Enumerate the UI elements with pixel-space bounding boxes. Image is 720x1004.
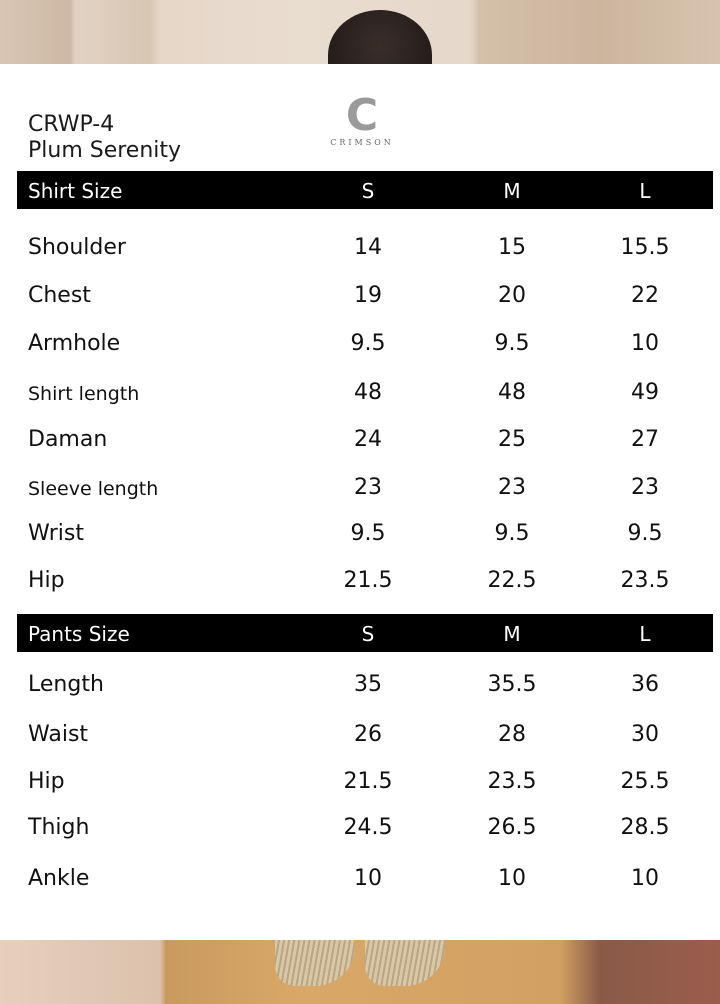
shirt-row xyxy=(0,331,720,361)
logo-c-icon: C xyxy=(345,90,379,141)
value-s: 10 xyxy=(354,866,382,891)
row-label: Sleeve length xyxy=(28,478,159,500)
brand-logo xyxy=(322,90,402,147)
value-s: 23 xyxy=(354,475,382,500)
product-code: CRWP-4 xyxy=(28,112,115,137)
brand-wordmark: CRIMSON xyxy=(330,138,394,147)
row-label: Daman xyxy=(28,427,108,452)
model-photo-bottom xyxy=(0,940,720,1004)
header-size-l: L xyxy=(639,179,651,203)
pants-row xyxy=(0,722,720,752)
value-l: 22 xyxy=(631,283,659,308)
value-l: 28.5 xyxy=(620,815,670,840)
value-s: 26 xyxy=(354,722,382,747)
value-m: 23.5 xyxy=(487,769,537,794)
value-m: 15 xyxy=(498,235,526,260)
value-m: 20 xyxy=(498,283,526,308)
value-l: 10 xyxy=(631,866,659,891)
row-label: Shoulder xyxy=(28,235,126,260)
value-s: 24 xyxy=(354,427,382,452)
shirt-size-header xyxy=(17,171,713,209)
model-photo-top xyxy=(0,0,720,64)
value-m: 9.5 xyxy=(494,331,530,356)
value-s: 24.5 xyxy=(343,815,393,840)
shirt-row xyxy=(0,427,720,457)
shirt-row xyxy=(0,235,720,265)
row-label: Wrist xyxy=(28,521,85,546)
value-m: 25 xyxy=(498,427,526,452)
pants-row xyxy=(0,672,720,702)
value-l: 25.5 xyxy=(620,769,670,794)
value-s: 21.5 xyxy=(343,769,393,794)
value-l: 30 xyxy=(631,722,659,747)
value-s: 35 xyxy=(354,672,382,697)
shirt-row xyxy=(0,521,720,551)
pants-row xyxy=(0,866,720,896)
value-l: 36 xyxy=(631,672,659,697)
header-size-m: M xyxy=(503,622,521,646)
header-size-s: S xyxy=(361,622,375,646)
row-label: Thigh xyxy=(28,815,90,840)
row-label: Shirt length xyxy=(28,383,140,405)
value-l: 15.5 xyxy=(620,235,670,260)
value-s: 9.5 xyxy=(350,331,386,356)
header-label: Pants Size xyxy=(28,622,130,646)
value-m: 28 xyxy=(498,722,526,747)
value-l: 23.5 xyxy=(620,568,670,593)
shirt-row xyxy=(0,568,720,598)
row-label: Chest xyxy=(28,283,91,308)
value-s: 48 xyxy=(354,380,382,405)
row-label: Length xyxy=(28,672,104,697)
value-s: 21.5 xyxy=(343,568,393,593)
value-m: 22.5 xyxy=(487,568,537,593)
value-m: 35.5 xyxy=(487,672,537,697)
row-label: Waist xyxy=(28,722,89,747)
value-s: 14 xyxy=(354,235,382,260)
value-m: 23 xyxy=(498,475,526,500)
row-label: Hip xyxy=(28,769,65,794)
pants-size-header xyxy=(17,614,713,652)
row-label: Ankle xyxy=(28,866,90,891)
value-l: 9.5 xyxy=(627,521,663,546)
shirt-row xyxy=(0,475,720,505)
product-name: Plum Serenity xyxy=(28,138,182,163)
header-size-l: L xyxy=(639,622,651,646)
value-m: 26.5 xyxy=(487,815,537,840)
pants-row xyxy=(0,769,720,799)
shirt-row xyxy=(0,380,720,410)
value-l: 23 xyxy=(631,475,659,500)
header-size-s: S xyxy=(361,179,375,203)
header-label: Shirt Size xyxy=(28,179,123,203)
value-l: 49 xyxy=(631,380,659,405)
row-label: Armhole xyxy=(28,331,121,356)
header-size-m: M xyxy=(503,179,521,203)
value-s: 19 xyxy=(354,283,382,308)
value-m: 10 xyxy=(498,866,526,891)
value-s: 9.5 xyxy=(350,521,386,546)
row-label: Hip xyxy=(28,568,65,593)
value-l: 10 xyxy=(631,331,659,356)
value-m: 48 xyxy=(498,380,526,405)
shirt-row xyxy=(0,283,720,313)
value-l: 27 xyxy=(631,427,659,452)
value-m: 9.5 xyxy=(494,521,530,546)
pants-row xyxy=(0,815,720,845)
